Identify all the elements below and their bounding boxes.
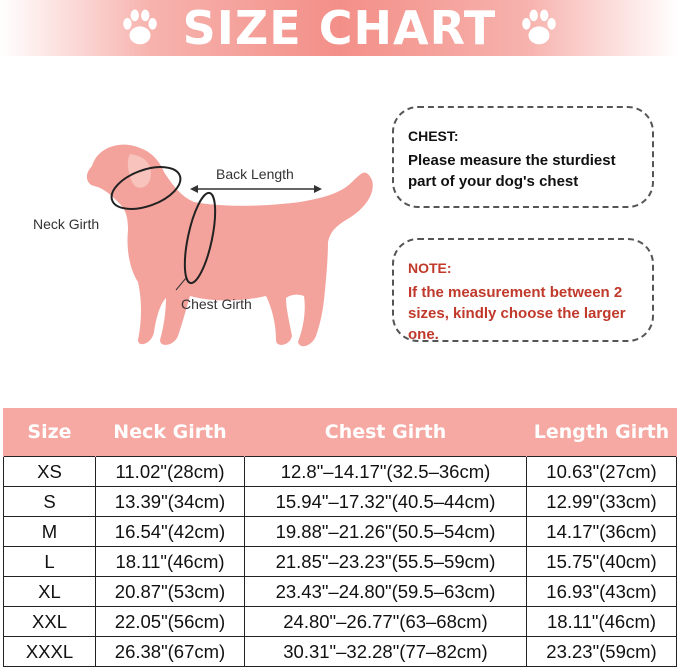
note-callout-title: NOTE: bbox=[408, 260, 452, 276]
table-row bbox=[4, 577, 677, 607]
back-length-label: Back Length bbox=[216, 166, 294, 182]
table-cell: 24.80"–26.77"(63–68cm) bbox=[245, 607, 527, 637]
header-banner bbox=[0, 0, 679, 56]
note-callout-body: If the measurement between 2 sizes, kindly choose the larger one. bbox=[408, 284, 626, 343]
table-cell: 16.93"(43cm) bbox=[527, 577, 677, 607]
table-cell: XS bbox=[4, 457, 96, 487]
table-cell: 21.85"–23.23"(55.5–59cm) bbox=[245, 547, 527, 577]
table-cell: 20.87"(53cm) bbox=[96, 577, 245, 607]
table-cell: 23.23"(59cm) bbox=[527, 637, 677, 667]
table-cell: XXL bbox=[4, 607, 96, 637]
table-cell: M bbox=[4, 517, 96, 547]
chest-girth-label: Chest Girth bbox=[181, 296, 252, 312]
table-cell: 12.99"(33cm) bbox=[527, 487, 677, 517]
table-cell: XL bbox=[4, 577, 96, 607]
table-row bbox=[4, 547, 677, 577]
paw-icon bbox=[518, 7, 560, 49]
header-length-girth: Length Girth bbox=[527, 408, 677, 457]
chest-callout-title: CHEST: bbox=[408, 128, 459, 144]
table-cell: 12.8"–14.17"(32.5–36cm) bbox=[245, 457, 527, 487]
table-row bbox=[4, 517, 677, 547]
table-cell: 18.11"(46cm) bbox=[96, 547, 245, 577]
table-cell: L bbox=[4, 547, 96, 577]
neck-girth-label: Neck Girth bbox=[33, 216, 100, 232]
header-chest-girth: Chest Girth bbox=[245, 408, 527, 457]
table-cell: 13.39"(34cm) bbox=[96, 487, 245, 517]
table-cell: 15.75"(40cm) bbox=[527, 547, 677, 577]
page-title: SIZE CHART bbox=[182, 1, 497, 55]
table-cell: 30.31"–32.28"(77–82cm) bbox=[245, 637, 527, 667]
header-size: Size bbox=[4, 408, 96, 457]
table-cell: 26.38"(67cm) bbox=[96, 637, 245, 667]
table-cell: 10.63"(27cm) bbox=[527, 457, 677, 487]
table-row bbox=[4, 487, 677, 517]
table-cell: XXXL bbox=[4, 637, 96, 667]
header-neck-girth: Neck Girth bbox=[96, 408, 245, 457]
table-cell: 14.17"(36cm) bbox=[527, 517, 677, 547]
table-header-row bbox=[4, 408, 677, 457]
table-row bbox=[4, 637, 677, 667]
chest-callout bbox=[392, 106, 654, 208]
table-row bbox=[4, 607, 677, 637]
table-cell: 15.94"–17.32"(40.5–44cm) bbox=[245, 487, 527, 517]
size-table bbox=[3, 408, 677, 667]
table-cell: 16.54"(42cm) bbox=[96, 517, 245, 547]
table-cell: 23.43"–24.80"(59.5–63cm) bbox=[245, 577, 527, 607]
table-cell: 11.02"(28cm) bbox=[96, 457, 245, 487]
table-cell: 18.11"(46cm) bbox=[527, 607, 677, 637]
dog-silhouette bbox=[0, 110, 390, 370]
chest-callout-body: Please measure the sturdiest part of your dog's chest bbox=[408, 152, 616, 190]
table-row bbox=[4, 457, 677, 487]
table-cell: S bbox=[4, 487, 96, 517]
paw-icon bbox=[119, 7, 161, 49]
table-cell: 19.88"–21.26"(50.5–54cm) bbox=[245, 517, 527, 547]
note-callout bbox=[392, 238, 654, 342]
table-cell: 22.05"(56cm) bbox=[96, 607, 245, 637]
